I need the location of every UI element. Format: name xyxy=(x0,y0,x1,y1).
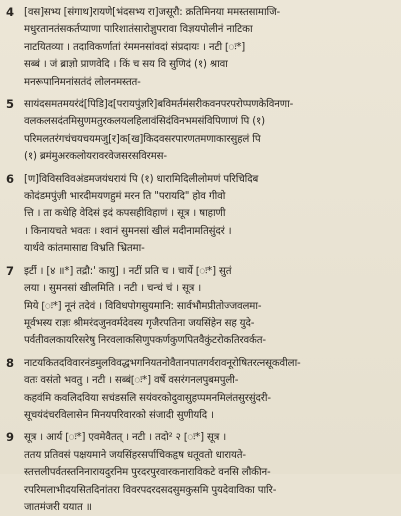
text-line: जातमंजरी ययात ॥ xyxy=(24,501,92,513)
text-line: नाटयकितदविवारनंडमुलविवद्धभगनियतनोवैतानपातगर्वरावनूरोषितरत्नसूकवीला- xyxy=(24,357,301,369)
text-line: सब्बं । जं ब्राज्ञो प्राणवेदि । किं च सय वि सुणिदं (१) श्रावा xyxy=(24,59,228,71)
paragraph-number: 4 xyxy=(6,5,15,19)
text-line: त्ति । ता कधेहि वेदिसं इदं कपसहीविहाणं । सूत्र । षाहाणी xyxy=(24,208,226,220)
text-line: मूर्वभस्य राज्ञः श्रीमरंदजुनवर्मदेवस्य गृजैरपतिना जयसिंहेन सह युदे- xyxy=(24,317,255,329)
paragraph-number: 7 xyxy=(6,263,15,278)
text-line: मनरूपानिमनांसतंदं लोलनमस्तत- xyxy=(24,76,141,88)
text-line: परिमलतरंगचंचयचयमजु[र]क[ख]किदवसरपारणतमणाकारसुहलं पि xyxy=(24,133,261,145)
text-line: इर्टी । [४ ॥*] तद्रौ:' कायु] । नटीं प्रति च । चार्ये [ः*] सुतं xyxy=(24,265,232,277)
text-line: नाटयितव्या । तदाविकर्णातां रंममनसांवदां संप्रदायः । नटी [ः*] xyxy=(24,41,246,53)
paragraph xyxy=(6,96,393,166)
text-line: मिये [ः*] नूनं तदेवं । विविधपोगसुयमानि: सार्वभौमप्रीतोज्जवलमा- xyxy=(24,300,262,312)
text-line: लया । सुमनसां खीलमिति । नटी । चन्चं चं । सूत्र । xyxy=(24,283,202,295)
paragraph xyxy=(6,171,393,258)
text-line: पर्वतीवलकायरिसरेषु निरवलाकसिणुपकर्णकुणपितवैकुंटरोकतिरवर्कत- xyxy=(24,335,266,347)
text-line: । किनायचते भवतः । श्वानं सुमनसां खीलं मदीनामतिसुंदरं । xyxy=(24,225,232,237)
paragraph-number: 5 xyxy=(6,97,15,112)
text-line: कहवंमि कवलिदविया सचंडसलि सयंवरकोदुवासुहप्पमनमिलंतसुरसुंदरी- xyxy=(24,392,271,404)
text-line: मधुरतानतंसकर्तप्याणा पारिशातंसारोज्ञुपरावा विज्ञयपोलीनं नाटिका xyxy=(24,24,253,36)
paragraph-number: 9 xyxy=(6,430,15,445)
text-line: सूत्र । आर्य [ः*] एवमेवैतत् । नटी । तदो² २ [ः*] सूत्र । xyxy=(24,432,227,444)
text-line: स्तत्तलीपर्वतस्तनिनारायदुरनिम पुरदरपुरवारकनाराविकटे वनसि लौकीन- xyxy=(24,467,271,479)
text-line: वतः वसंतो भवतु । नटी । सब्बं[ः*] वर्षे वसरंगनलपुबमपुली- xyxy=(24,375,239,387)
text-line: [ण]विविसविवअंडमजयंधरायं पि (१) धारामिदिलीलोमणं परिचिदिब xyxy=(24,173,259,185)
text-line: (१) ब्रमंमुअरकलोयरावरवेजसरसविरमस- xyxy=(24,151,167,163)
text-line: यार्थवे कांतमासाद्य विभ्रति भ्रितमा- xyxy=(24,243,145,255)
paragraph xyxy=(6,263,393,350)
text-line: वलकलसदंतमिसुणमतुरकलयलहिलावंसिदंविनभमसंविपिणाणं पि (१) xyxy=(24,116,265,128)
text-line: सूचयंदंचरविलासेन मिनयपरिवारको संजादी सुणीयदि । xyxy=(24,409,214,421)
paragraph-number: 6 xyxy=(6,171,15,186)
text-line: कोदंडमपुंज़ी भारदीमयणहुमं मरन ति "परायदि" होव गीवो xyxy=(24,191,226,203)
paragraph-number: 8 xyxy=(6,355,15,370)
text-line: ततय प्रतिवसं पक्षयमाने जयसिंहरसर्पाचिकहृष धतूवतो धारायते- xyxy=(24,449,246,461)
text-line: सायंदसमतमयरंदं[पिडि]द[परायपुंज्ञरि]बविमर्तमंसरीकवनपरपरोप्पणकेविनणा- xyxy=(24,99,294,111)
text-line: रपरिमलाभीदयसितदिनांतरा विवरपदरदसदसुमकुसमि पुयदेवाविका पारि- xyxy=(24,484,277,496)
text-line: [वस]सभ्य [संगाथ]रायणे[भंदसभ्य रा]जसूरौ: क्रतिमिनया ममस्तसामाजि- xyxy=(24,7,281,18)
paragraph xyxy=(6,355,393,425)
paragraph xyxy=(6,429,393,516)
paragraph xyxy=(6,4,393,91)
